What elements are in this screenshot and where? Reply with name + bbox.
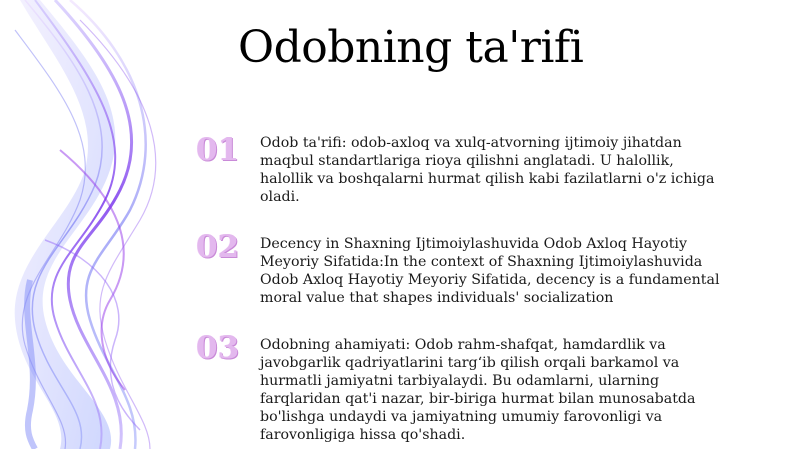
item-text: Decency in Shaxning Ijtimoiylashuvida Odob Axloq Hayotiy Meyoriy Sifatida:In the context of Shaxning Ijtimoiylashuvida Odob Axloq Hayotiy Meyoriy Sifatida, decency is a fundamental moral value that shapes individuals' socialization (260, 236, 720, 306)
item-number: 03 (196, 330, 240, 366)
item-text: Odobning ahamiyati: Odob rahm-shafqat, hamdardlik va javobgarlik qadriyatlarini targ‘ib qilish orqali barkamol va hurmatli jamiyatni tarbiyalaydi. Bu odamlarni, ularning farqlaridan qat'i nazar, bir-biriga hurmat bilan munosabatda bo'lishga undaydi va jamiyatning umumiy farovonligi va farovonligiga hissa qo'shadi. (260, 337, 696, 443)
item-text: Odob ta'rifi: odob-axloq va xulq-atvorning ijtimoiy jihatdan maqbul standartlariga rioya qilishni anglatadi. U halollik, halollik va boshqalarni hurmat qilish kabi fazilatlarni o'z ichiga oladi. (260, 135, 715, 205)
slide-title: Odobning ta'rifi (238, 22, 584, 73)
item-number: 02 (196, 229, 240, 265)
item-number: 01 (196, 132, 240, 168)
decorative-wave-graphic (0, 0, 230, 449)
